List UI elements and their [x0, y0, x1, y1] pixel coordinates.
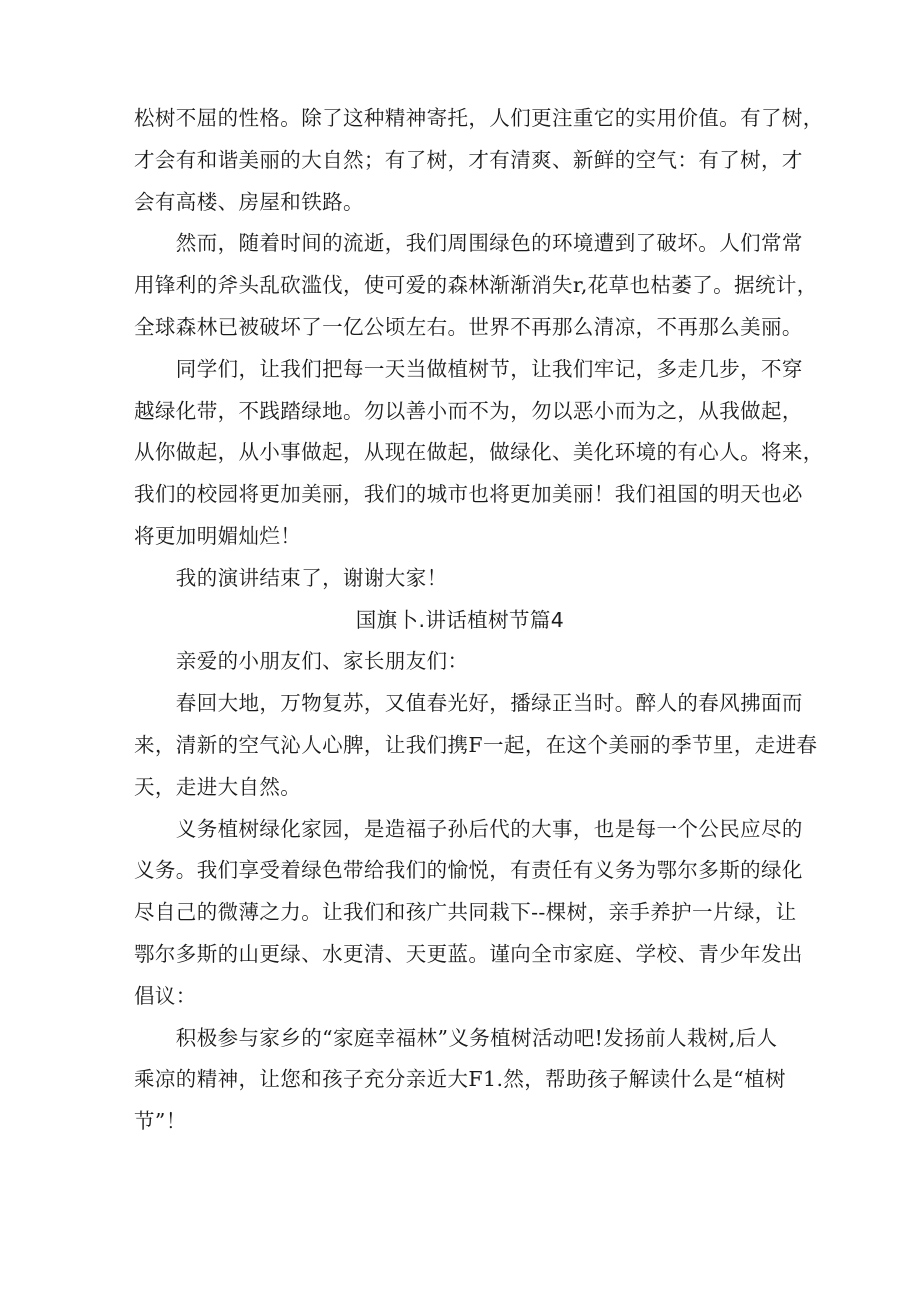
paragraph-5 [134, 641, 786, 683]
text-line: 用锋利的斧头乱砍滥伐，使可爱的森林渐渐消失r,花草也枯萎了。据统计， [134, 273, 818, 298]
document-body [134, 98, 824, 1143]
text-line: 乘凉的精神，让您和孩子充分亲近大F1.然，帮助孩子解读什么是“植树 [134, 1067, 786, 1092]
text-line: 春回大地，万物复苏，又值春光好，播绿正当时。醉人的春风拂面而 [134, 691, 803, 716]
text-line: 然而，随着时间的流逝，我们周围绿色的环境遭到了破坏。人们常常 [134, 231, 803, 256]
text-line: 节”！ [134, 1109, 187, 1134]
text-line: 积极参与家乡的“家庭幸福林”义务植树活动吧!发扬前人栽树,后人 [134, 1025, 778, 1050]
paragraph-6 [134, 683, 818, 808]
paragraph-2 [134, 223, 818, 348]
text-line: 鄂尔多斯的山更绿、水更清、天更蓝。谨向全市家庭、学校、青少年发出 [134, 941, 803, 966]
text-line: 从你做起，从小事做起，从现在做起，做绿化、美化环境的有心人。将来， [134, 440, 824, 465]
paragraph-1 [134, 98, 824, 223]
text-line: 会有高楼、房屋和铁路。 [134, 189, 364, 214]
paragraph-7 [134, 809, 803, 1018]
text-line: 将更加明媚灿烂！ [134, 523, 302, 548]
text-line: 来，清新的空气沁人心脾，让我们携F一起，在这个美丽的季节里，走进春 [134, 732, 818, 757]
text-line: 倡议： [134, 983, 197, 1008]
text-line: 才会有和谐美丽的大自然；有了树，才有清爽、新鲜的空气：有了树，才 [134, 147, 803, 172]
paragraph-4 [134, 558, 786, 600]
text-line: 尽自己的微薄之力。让我们和孩广共同栽下--棵树，亲手养护一片绿，让 [134, 900, 797, 925]
text-line: 全球森林已被破坏了一亿公顷左右。世界不再那么清凉，不再那么美丽。 [134, 314, 803, 339]
paragraph-3 [134, 349, 824, 558]
text-line: 义务。我们享受着绿色带给我们的愉悦，有责任有义务为鄂尔多斯的绿化 [134, 858, 803, 883]
text-line: 同学们，让我们把每一天当做植树节，让我们牢记，多走几步，不穿 [134, 356, 803, 381]
text-line: 我们的校园将更加美丽，我们的城市也将更加美丽！我们祖国的明天也必 [134, 482, 803, 507]
text-line: 越绿化带，不践踏绿地。勿以善小而不为，勿以恶小而为之，从我做起， [134, 398, 803, 423]
section-heading: 国旗卜.讲话植树节篇4 [355, 607, 565, 632]
text-line: 天，走进大自然。 [134, 774, 302, 799]
text-line: 松树不屈的性格。除了这种精神寄托，人们更注重它的实用价值。有了树， [134, 106, 824, 130]
text-line: 亲爱的小朋友们、家长朋友们： [134, 649, 469, 674]
text-line: 义务植树绿化家园，是造福子孙后代的大事，也是每一个公民应尽的 [134, 816, 803, 841]
paragraph-8 [134, 1018, 786, 1143]
text-line: 我的演讲结束了，谢谢大家！ [134, 565, 448, 590]
